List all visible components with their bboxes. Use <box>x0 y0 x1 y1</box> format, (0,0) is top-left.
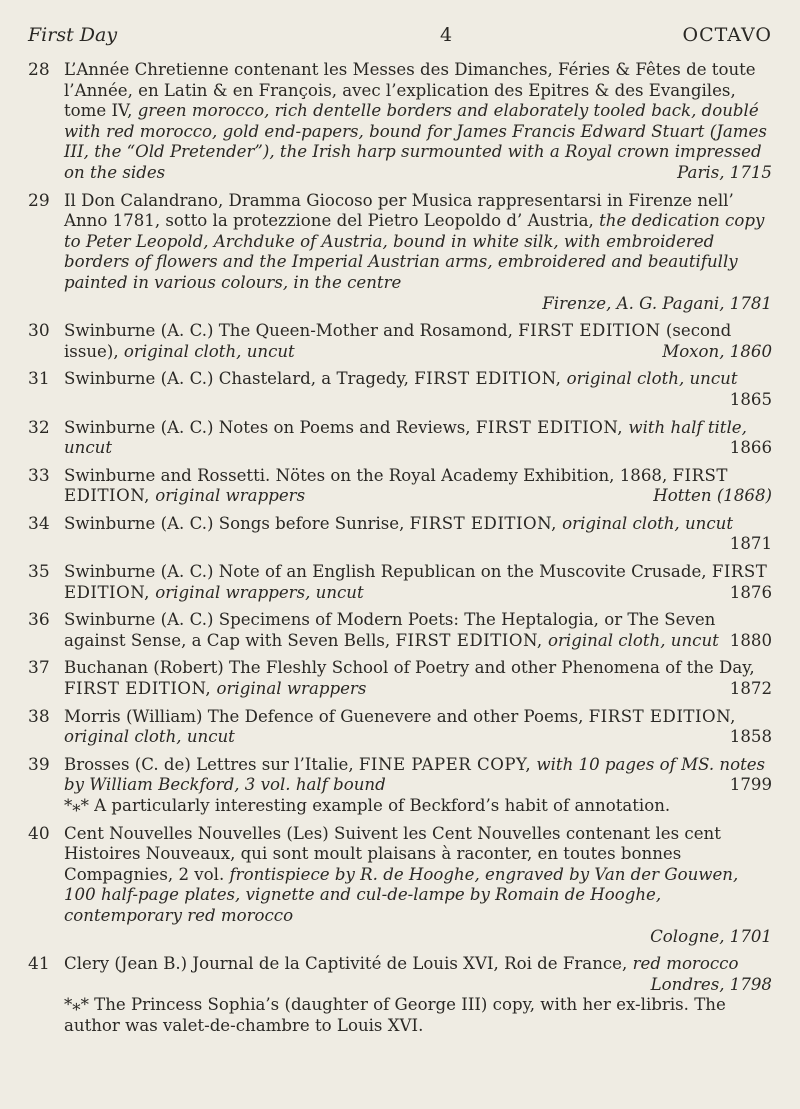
lot-entry <box>28 418 772 459</box>
lot-binding: original cloth, uncut <box>562 513 733 533</box>
note-asterism: *⁎* <box>64 995 89 1015</box>
lot-edition: FIRST EDITION, <box>395 630 543 650</box>
lot-title: Swinburne (A. C.) Note of an English Republican on the Muscovite Crusade, <box>64 562 707 582</box>
lot-entry <box>28 824 772 948</box>
lot-entry <box>28 755 772 817</box>
lot-binding: original wrappers <box>155 486 306 506</box>
lot-issue: (second issue), <box>64 321 732 361</box>
lot-note: A particularly interesting example of Beckford’s habit of annotation. <box>94 796 671 815</box>
lot-imprint: 1858 <box>729 727 772 747</box>
lot-number: 38 <box>28 706 50 727</box>
lot-imprint: 1799 <box>729 775 772 795</box>
lot-title: Morris (William) The Defence of Guenevere and other Poems, <box>64 706 584 726</box>
lot-edition: FIRST EDITION, <box>64 679 212 699</box>
lot-binding: with half title, uncut <box>64 417 747 458</box>
lot-entry <box>28 954 772 1036</box>
section-title: First Day <box>28 24 118 46</box>
lot-edition: FIRST EDITION, <box>414 369 562 389</box>
lot-number: 30 <box>28 321 50 342</box>
lot-binding: original cloth, uncut <box>566 369 738 389</box>
lot-title: Swinburne (A. C.) The Queen-Mother and Rosamond, <box>64 321 513 341</box>
lot-imprint: 1880 <box>729 630 772 650</box>
lot-number: 28 <box>28 60 50 80</box>
lot-binding: frontispiece by R. de Hooghe, engraved by Van der Gouwen, 100 half-page plates, vignette and cul-de-lampe by Romain de Hooghe, contemporary red morocco <box>64 864 739 925</box>
page-number: 4 <box>440 24 453 46</box>
lot-imprint: Londres, 1798 <box>650 974 772 994</box>
lot-title: Swinburne (A. C.) Specimens of Modern Poets: The Heptalogia, or The Seven against Sense, a Cap with Seven Bells, <box>64 610 716 650</box>
lot-entry <box>28 60 772 184</box>
lot-imprint: Firenze, A. G. Pagani, 1781 <box>542 293 772 313</box>
note-asterism: *⁎* <box>64 796 89 815</box>
lot-entry <box>28 610 772 651</box>
lot-entry <box>28 466 772 507</box>
lot-edition: FIRST EDITION, <box>588 706 736 726</box>
lot-number: 32 <box>28 417 50 438</box>
lot-title: Il Don Calandrano, Dramma Giocoso per Musica rappresentarsi in Firenze nell’ Anno 1781, sotto la protezzione del Pietro Leopoldo d’ Austria, <box>64 190 734 231</box>
lot-binding: the dedication copy to Peter Leopold, Archduke of Austria, bound in white silk, with embroidered borders of flowers and the Imperial Austrian arms, embroidered and beautifully painted in various colours, in the centre <box>64 211 765 292</box>
lot-binding: red morocco <box>632 954 739 974</box>
lot-imprint: 1866 <box>729 438 772 458</box>
lot-title: Swinburne (A. C.) Notes on Poems and Reviews, <box>64 417 471 437</box>
lot-edition: FIRST EDITION, <box>64 562 768 602</box>
lot-title: Clery (Jean B.) Journal de la Captivité de Louis XVI, Roi de France, <box>64 954 628 974</box>
lot-title: L’Année Chretienne contenant les Messes des Dimanches, Féries & Fêtes de toute l’Année, en Latin & en François, avec l’explication des Epitres & des Evangiles, tome IV, <box>64 60 756 121</box>
lot-imprint: Paris, 1715 <box>677 162 772 182</box>
lot-entry <box>28 658 772 699</box>
lot-imprint: 1876 <box>729 582 772 602</box>
format-label: OCTAVO <box>682 24 772 46</box>
lot-edition: FINE PAPER COPY, <box>358 754 532 774</box>
lot-binding: original cloth, uncut <box>123 341 295 361</box>
lot-number: 41 <box>28 954 50 975</box>
lot-imprint: 1865 <box>729 389 772 409</box>
lot-entry <box>28 707 772 748</box>
lot-imprint: 1871 <box>729 534 772 554</box>
lot-title: Swinburne (A. C.) Chastelard, a Tragedy, <box>64 369 409 389</box>
lot-number: 34 <box>28 513 50 534</box>
lot-edition: FIRST EDITION <box>518 321 661 341</box>
lot-title: Swinburne and Rossetti. Nötes on the Royal Academy Exhibition, 1868, <box>64 465 668 485</box>
lot-title: Brosses (C. de) Lettres sur l’Italie, <box>64 754 354 774</box>
lot-binding: green morocco, rich dentelle borders and elaborately tooled back, doublé with red morocco, gold end-papers, bound for James Francis Edward Stuart (James III, the “Old Pretender”), the Irish harp surmounted with a Royal crown impressed on the sides <box>64 101 767 182</box>
lot-title: Buchanan (Robert) The Fleshly School of Poetry and other Phenomena of the Day, <box>64 658 755 678</box>
lot-edition: FIRST EDITION, <box>64 465 728 506</box>
lot-entry <box>28 369 772 410</box>
lot-edition: FIRST EDITION, <box>409 513 557 533</box>
lot-list <box>28 60 772 1044</box>
lot-binding: original cloth, uncut <box>64 727 235 747</box>
lot-number: 35 <box>28 562 50 583</box>
lot-title: Swinburne (A. C.) Songs before Sunrise, <box>64 513 405 533</box>
lot-imprint: 1872 <box>729 679 772 699</box>
lot-binding: original wrappers, uncut <box>155 582 364 602</box>
lot-title: Cent Nouvelles Nouvelles (Les) Suivent les Cent Nouvelles contenant les cent Histoires Nouveaux, qui sont moult plaisans à raconter, en toutes bonnes Compagnies, 2 vol. <box>64 823 721 884</box>
lot-entry <box>28 321 772 362</box>
lot-binding: with 10 pages of MS. notes by William Beckford, 3 vol. half bound <box>64 754 766 795</box>
lot-binding: original cloth, uncut <box>547 630 719 650</box>
lot-number: 29 <box>28 190 50 211</box>
lot-number: 31 <box>28 369 50 390</box>
lot-entry <box>28 191 772 315</box>
lot-imprint: Moxon, 1860 <box>662 341 772 361</box>
lot-number: 40 <box>28 823 50 844</box>
lot-imprint: Hotten (1868) <box>653 486 772 506</box>
lot-note: The Princess Sophia’s (daughter of George III) copy, with her ex-libris. The author was valet-de-chambre to Louis XVI. <box>64 995 726 1035</box>
page-header <box>28 24 772 48</box>
lot-binding: original wrappers <box>216 679 367 699</box>
lot-entry <box>28 514 772 555</box>
lot-number: 39 <box>28 754 50 775</box>
lot-number: 37 <box>28 658 50 679</box>
lot-number: 33 <box>28 465 50 486</box>
lot-imprint: Cologne, 1701 <box>650 926 772 946</box>
lot-edition: FIRST EDITION, <box>475 417 624 437</box>
lot-entry <box>28 562 772 603</box>
lot-number: 36 <box>28 610 50 631</box>
